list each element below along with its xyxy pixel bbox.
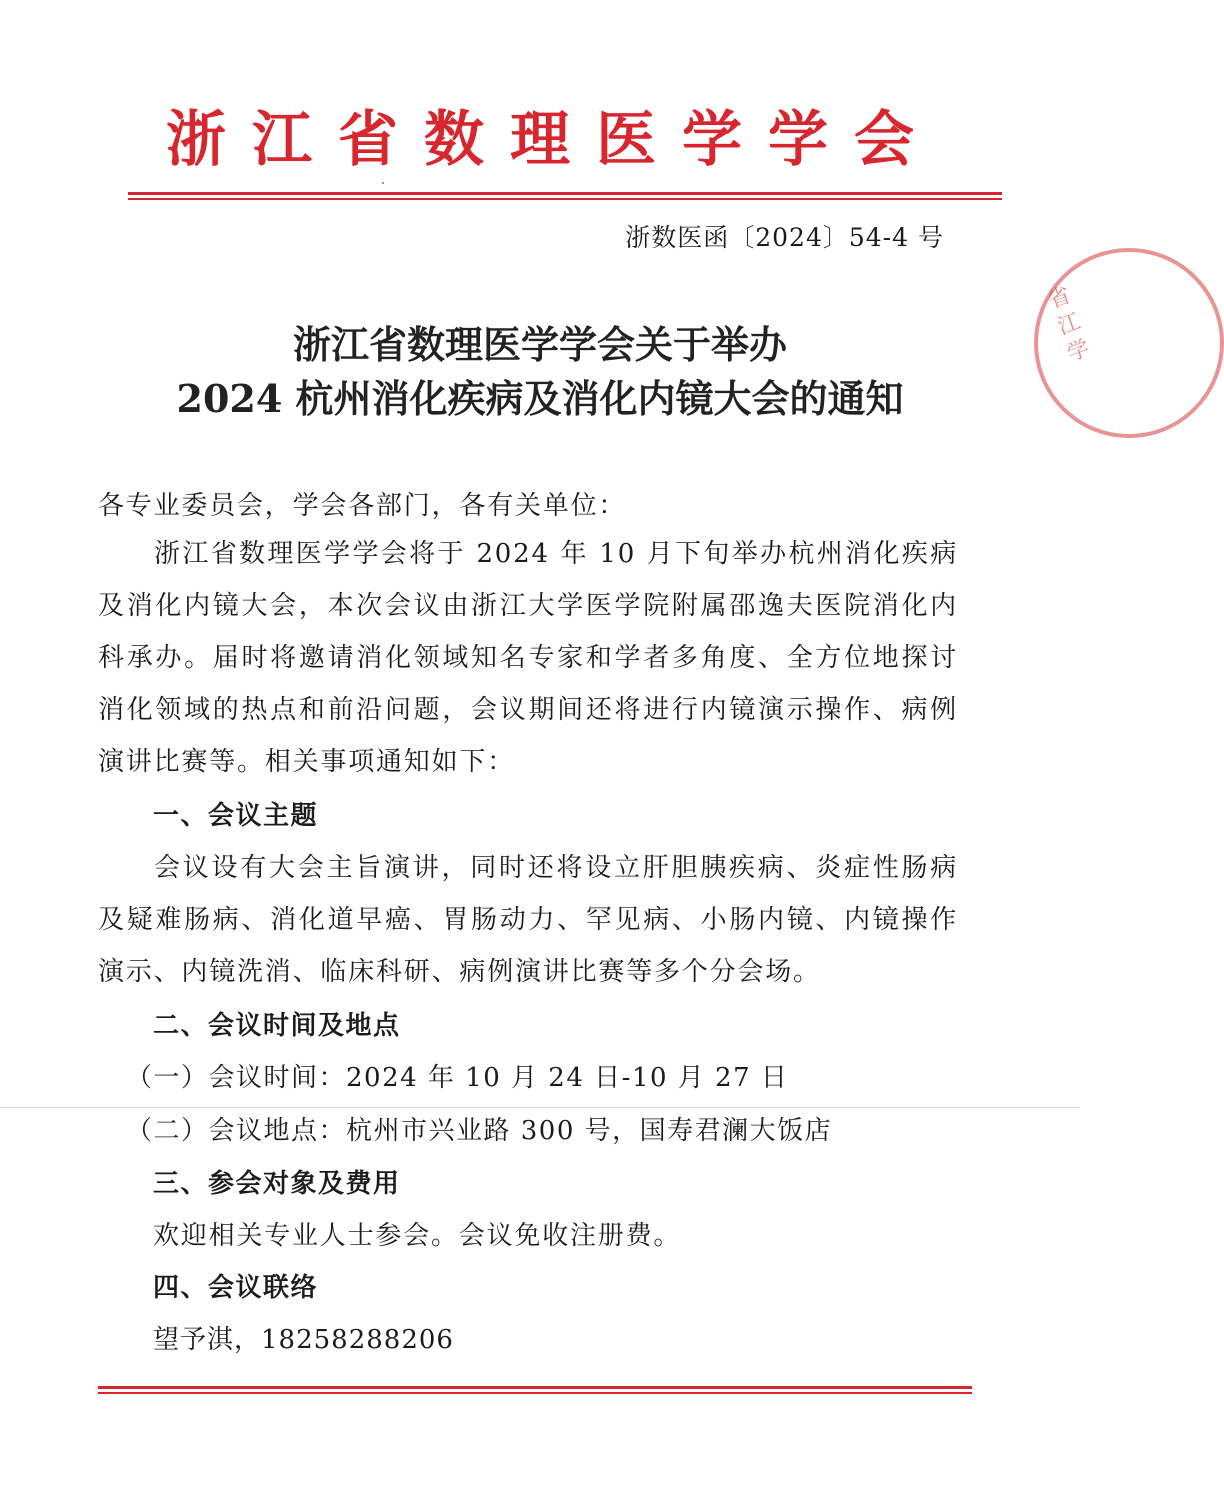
notice-title-line-2: 2024 杭州消化疾病及消化内镜大会的通知 xyxy=(176,376,904,421)
contact-info: 望予淇，18258288206 xyxy=(153,1325,454,1355)
document-number: 浙数医函〔2024〕54-4 号 xyxy=(625,223,944,252)
section-heading-audience: 三、参会对象及费用 xyxy=(153,1169,401,1199)
section-heading-contact: 四、会议联络 xyxy=(153,1273,319,1303)
section-heading-theme: 一、会议主题 xyxy=(153,801,319,831)
theme-paragraph: 会议设有大会主旨演讲，同时还将设立肝胆胰疾病、炎症性肠病及疑难肠病、消化道早癌、胃肠动力、罕见病、小肠内镜、内镜操作演示、内镜洗消、临床科研、病例演讲比赛等多个分会场。 xyxy=(98,853,958,987)
meeting-place: （二）会议地点：杭州市兴业路 300 号，国寿君澜大饭店 xyxy=(126,1116,833,1146)
letterhead-divider xyxy=(128,192,1002,200)
scan-artifact xyxy=(382,182,384,184)
notice-title-line-1: 浙江省数理医学学会关于举办 xyxy=(292,322,787,367)
audience-paragraph: 欢迎相关专业人士参会。会议免收注册费。 xyxy=(153,1221,682,1251)
org-letterhead: 浙江省数理医学学会 xyxy=(166,105,940,175)
footer-divider xyxy=(98,1386,972,1394)
intro-paragraph: 浙江省数理医学学会将于 2024 年 10 月下旬举办杭州消化疾病及消化内镜大会，本次会议由浙江大学医学院附属邵逸夫医院消化内科承办。届时将邀请消化领域知名专家和学者多角度、全方位地探讨消化领域的热点和前沿问题，会议期间还将进行内镜演示操作、病例演讲比赛等。相关事项通知如下： xyxy=(98,539,958,777)
seal-text: 省 江 学 xyxy=(1044,283,1094,367)
salutation: 各专业委员会，学会各部门，各有关单位： xyxy=(98,491,627,521)
meeting-time: （一）会议时间：2024 年 10 月 24 日-10 月 27 日 xyxy=(126,1063,789,1093)
section-heading-time-place: 二、会议时间及地点 xyxy=(153,1011,401,1041)
